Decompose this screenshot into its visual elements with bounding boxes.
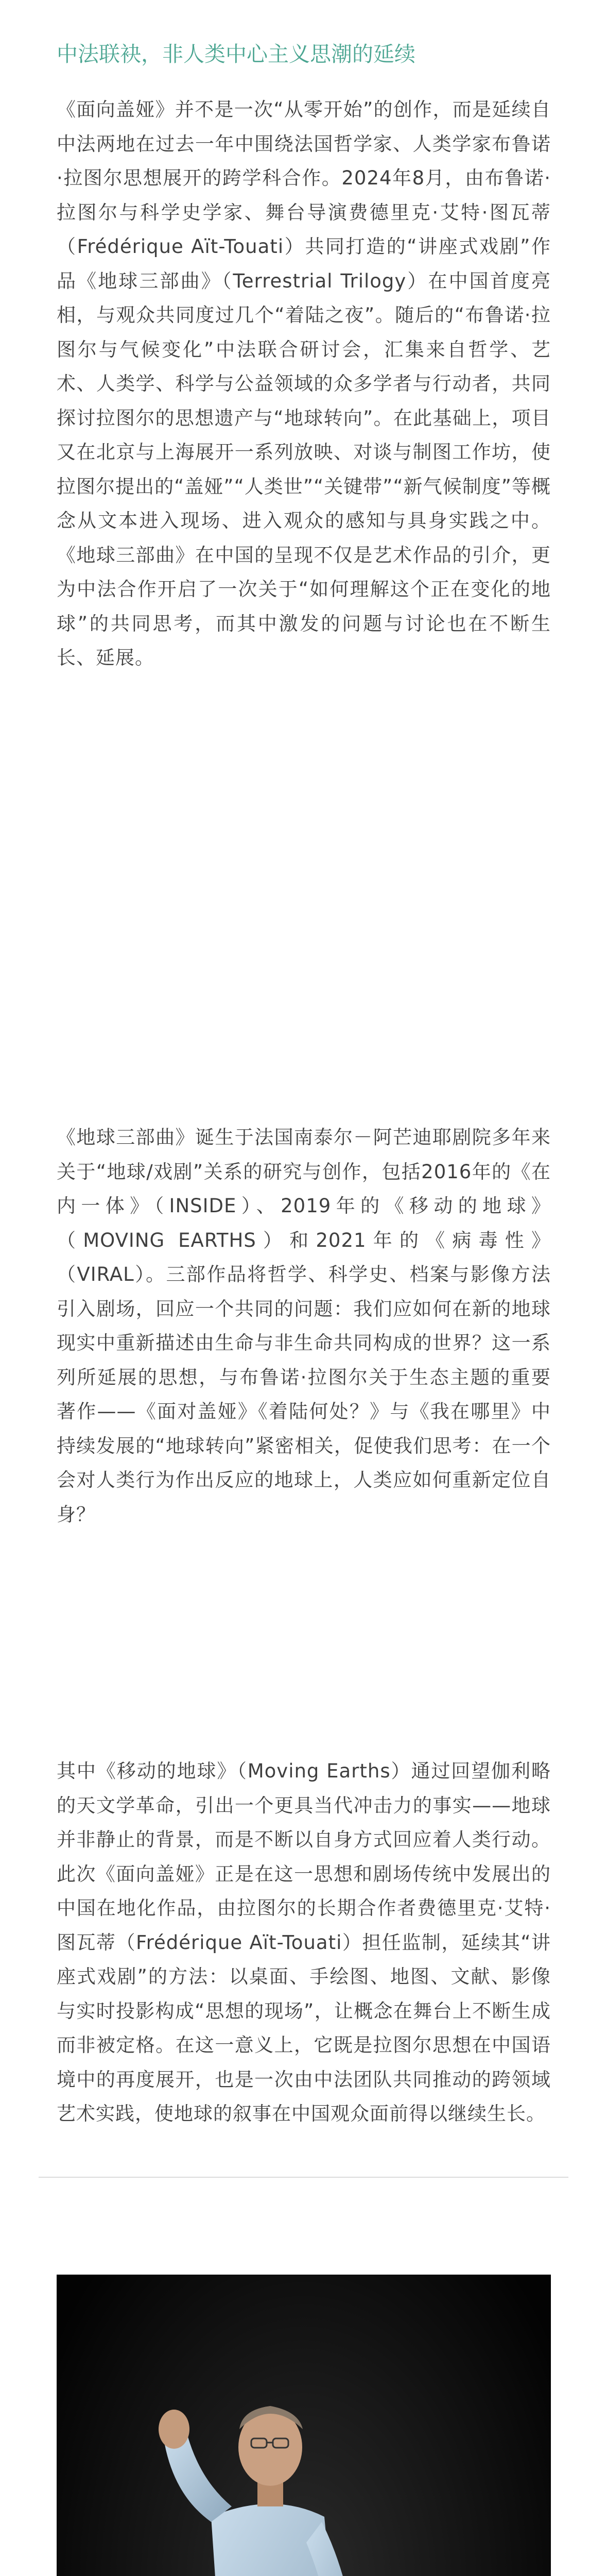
portrait-illustration (57, 2275, 551, 2576)
section-heading: 中法联袂，非人类中心主义思潮的延续 (57, 42, 415, 66)
portrait-photo (57, 2275, 551, 2576)
section-divider (39, 2177, 568, 2178)
article-paragraph-2: 《地球三部曲》诞生于法国南泰尔－阿芒迪耶剧院多年来关于“地球/戏剧”关系的研究与创作，包括2016年的《在内一体》（INSIDE）、2019年的《移动的地球》（MOVING EARTHS）和2021年的《病毒性》（VIRAL）。三部作品将哲学、科学史、档案与影像方法引入剧场，回应一个共同的问题：我们应如何在新的地球现实中重新描述由生命与非生命共同构成的世界？这一系列所延展的思想，与布鲁诺·拉图尔关于生态主题的重要著作——《面对盖娅》《着陆何处？》与《我在哪里》中持续发展的“地球转向”紧密相关，促使我们思考：在一个会对人类行为作出反应的地球上，人类应如何重新定位自身？ (57, 1126, 551, 1526)
article-paragraph-1: 《面向盖娅》并不是一次“从零开始”的创作，而是延续自中法两地在过去一年中围绕法国哲学家、人类学家布鲁诺·拉图尔思想展开的跨学科合作。2024年8月，由布鲁诺·拉图尔与科学史学家、舞台导演费德里克·艾特·图瓦蒂（Frédérique Aït-Touati）共同打造的“讲座式戏剧”作品《地球三部曲》（Terrestrial Trilogy）在中国首度亮相，与观众共同度过几个“着陆之夜”。随后的“布鲁诺·拉图尔与气候变化”中法联合研讨会，汇集来自哲学、艺术、人类学、科学与公益领域的众多学者与行动者，共同探讨拉图尔的思想遗产与“地球转向”。在此基础上，项目又在北京与上海展开一系列放映、对谈与制图工作坊，使拉图尔提出的“盖娅”“人类世”“关键带”“新气候制度”等概念从文本进入现场、进入观众的感知与具身实践之中。《地球三部曲》在中国的呈现不仅是艺术作品的引介，更为中法合作开启了一次关于“如何理解这个正在变化的地球”的共同思考，而其中激发的问题与讨论也在不断生长、延展。 (57, 98, 551, 669)
article-paragraph-3: 其中《移动的地球》（Moving Earths）通过回望伽利略的天文学革命，引出一个更具当代冲击力的事实——地球并非静止的背景，而是不断以自身方式回应着人类行动。此次《面向盖娅》正是在这一思想和剧场传统中发展出的中国在地化作品，由拉图尔的长期合作者费德里克·艾特·图瓦蒂（Frédérique Aït-Touati）担任监制，延续其“讲座式戏剧”的方法：以桌面、手绘图、地图、文献、影像与实时投影构成“思想的现场”，让概念在舞台上不断生成而非被定格。在这一意义上，它既是拉图尔思想在中国语境中的再度展开，也是一次由中法团队共同推动的跨领域艺术实践，使地球的叙事在中国观众面前得以继续生长。 (57, 1760, 551, 2125)
